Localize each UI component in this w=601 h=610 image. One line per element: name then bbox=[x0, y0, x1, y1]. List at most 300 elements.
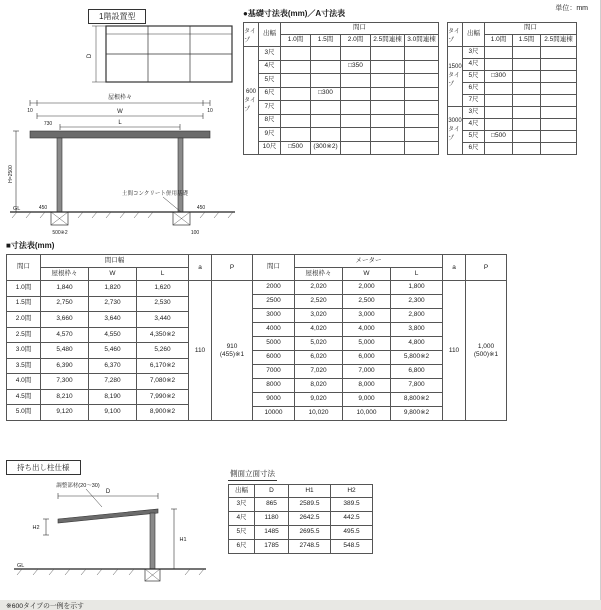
cell bbox=[541, 59, 577, 71]
side-elevation-table-title: 側面立面寸法 bbox=[228, 468, 277, 481]
cell bbox=[541, 143, 577, 155]
row-label: 7尺 bbox=[463, 95, 485, 107]
cell bbox=[311, 60, 341, 74]
cell bbox=[485, 95, 513, 107]
cell: 9,000 bbox=[343, 393, 391, 407]
footing-detail-dimension-label: 100 bbox=[190, 230, 200, 236]
foundation-table-1500-3000 bbox=[447, 22, 577, 155]
cell bbox=[281, 60, 311, 74]
col-header: D bbox=[255, 485, 289, 498]
row-label: 5尺 bbox=[463, 71, 485, 83]
cell bbox=[541, 107, 577, 119]
row-label: 5尺 bbox=[463, 131, 485, 143]
cell: 8,900※2 bbox=[137, 405, 189, 421]
depth-header: 出幅 bbox=[463, 23, 485, 47]
cell bbox=[341, 128, 371, 142]
cell: 2,300 bbox=[391, 295, 443, 309]
cell: 4,350※2 bbox=[137, 327, 189, 343]
cell bbox=[485, 83, 513, 95]
foundation-table-1500-3000-grid bbox=[462, 22, 577, 155]
roof-beam bbox=[30, 131, 210, 138]
cell bbox=[371, 101, 405, 115]
post-offset-dimension-label: 730 bbox=[43, 121, 53, 127]
cell: 5,260 bbox=[137, 343, 189, 359]
span-col-header: 間口 bbox=[7, 255, 41, 281]
cell bbox=[311, 128, 341, 142]
cell: 865 bbox=[255, 498, 289, 512]
a-column: a 110 bbox=[188, 254, 212, 421]
table-row bbox=[463, 83, 577, 95]
row-label: 4000 bbox=[253, 323, 295, 337]
row-label: 4.0間 bbox=[7, 374, 41, 390]
table-row bbox=[7, 343, 189, 359]
sub-header: 屋根枠々 bbox=[41, 268, 89, 281]
cell bbox=[513, 107, 541, 119]
dimension-section bbox=[6, 240, 594, 425]
cell bbox=[513, 71, 541, 83]
cell bbox=[541, 95, 577, 107]
row-label: 3尺 bbox=[229, 498, 255, 512]
table-row bbox=[7, 312, 189, 328]
table-row bbox=[7, 281, 189, 297]
cell bbox=[513, 59, 541, 71]
row-label: 10尺 bbox=[259, 141, 281, 155]
cantilever-section bbox=[6, 457, 221, 610]
cell: 6,390 bbox=[41, 358, 89, 374]
row-label: 6尺 bbox=[463, 83, 485, 95]
cell: 3,020 bbox=[295, 309, 343, 323]
cell: 2,530 bbox=[137, 296, 189, 312]
col-header: 1.0間 bbox=[485, 35, 513, 47]
p-column: P 1,000 (500)※1 bbox=[465, 254, 507, 421]
cell: 6,020 bbox=[295, 351, 343, 365]
row-label: 4尺 bbox=[259, 60, 281, 74]
cell bbox=[405, 87, 439, 101]
cell: 8,190 bbox=[89, 389, 137, 405]
cell bbox=[541, 83, 577, 95]
row-label: 7尺 bbox=[259, 101, 281, 115]
row-label: 6尺 bbox=[229, 540, 255, 554]
span-col-header: 間口 bbox=[253, 255, 295, 281]
span-header: 間口 bbox=[485, 23, 577, 35]
cell: 9,120 bbox=[41, 405, 89, 421]
cell: 442.5 bbox=[331, 512, 373, 526]
row-label: 10000 bbox=[253, 407, 295, 421]
cell: 1,800 bbox=[391, 281, 443, 295]
cell bbox=[371, 74, 405, 88]
cell: 1,840 bbox=[41, 281, 89, 297]
table-row bbox=[229, 498, 373, 512]
dimension-table-meter bbox=[252, 254, 507, 421]
cell: □300 bbox=[311, 87, 341, 101]
cell: 7,280 bbox=[89, 374, 137, 390]
cell: 7,300 bbox=[41, 374, 89, 390]
cell bbox=[541, 131, 577, 143]
adjust-member-label: 調整部材(20〜30) bbox=[56, 483, 100, 489]
row-label: 2000 bbox=[253, 281, 295, 295]
cell: 10,000 bbox=[343, 407, 391, 421]
cell bbox=[405, 47, 439, 61]
cell: 8,020 bbox=[295, 379, 343, 393]
cell bbox=[311, 101, 341, 115]
cantilever-spec-label: 持ち出し柱仕様 bbox=[6, 460, 81, 475]
row-label: 2500 bbox=[253, 295, 295, 309]
cell bbox=[341, 87, 371, 101]
foundation-table-600 bbox=[243, 22, 439, 155]
table-row bbox=[259, 101, 439, 115]
footing-width-dimension-label: 500※2 bbox=[52, 230, 68, 236]
side-elevation-section bbox=[228, 463, 398, 554]
row-label: 6尺 bbox=[463, 143, 485, 155]
cell: 2,750 bbox=[41, 296, 89, 312]
cell: 4,570 bbox=[41, 327, 89, 343]
cell: 1,820 bbox=[89, 281, 137, 297]
cell: 9,100 bbox=[89, 405, 137, 421]
eave-dimension-left-label: 10 bbox=[27, 108, 33, 114]
cell: 2,520 bbox=[295, 295, 343, 309]
cell: 548.5 bbox=[331, 540, 373, 554]
cell bbox=[405, 60, 439, 74]
cell bbox=[405, 128, 439, 142]
cell: 2,020 bbox=[295, 281, 343, 295]
cell: 9,020 bbox=[295, 393, 343, 407]
side-view-drawing bbox=[6, 479, 216, 591]
col-header: 1.5間 bbox=[513, 35, 541, 47]
sub-header: 屋根枠々 bbox=[295, 268, 343, 281]
cell: 3,660 bbox=[41, 312, 89, 328]
footing-dim-right-label: 450 bbox=[196, 205, 206, 211]
table-row bbox=[259, 128, 439, 142]
cell: 2589.5 bbox=[289, 498, 331, 512]
span-header: 間口 bbox=[281, 23, 439, 35]
cell bbox=[341, 47, 371, 61]
cell: 3,000 bbox=[343, 309, 391, 323]
table-row bbox=[253, 407, 443, 421]
cell: 6,370 bbox=[89, 358, 137, 374]
a-column: a 110 bbox=[442, 254, 466, 421]
cell: 1785 bbox=[255, 540, 289, 554]
row-label: 2.5間 bbox=[7, 327, 41, 343]
table-row bbox=[463, 143, 577, 155]
cell bbox=[485, 119, 513, 131]
cell bbox=[341, 101, 371, 115]
row-label: 9000 bbox=[253, 393, 295, 407]
sub-header: W bbox=[343, 268, 391, 281]
cell bbox=[485, 47, 513, 59]
row-label: 3尺 bbox=[463, 47, 485, 59]
plan-view-drawing bbox=[78, 22, 238, 92]
table-row bbox=[7, 327, 189, 343]
col-header: H2 bbox=[331, 485, 373, 498]
row-label: 1.5間 bbox=[7, 296, 41, 312]
cell: 8,800※2 bbox=[391, 393, 443, 407]
cell: 4,000 bbox=[343, 323, 391, 337]
sub-header: L bbox=[137, 268, 189, 281]
cell: 7,020 bbox=[295, 365, 343, 379]
cell: 6,800 bbox=[391, 365, 443, 379]
sloped-roof bbox=[58, 509, 158, 523]
row-label: 4.5間 bbox=[7, 389, 41, 405]
cell bbox=[311, 114, 341, 128]
table-row bbox=[7, 389, 189, 405]
w-dimension-label: W bbox=[117, 109, 123, 115]
row-label: 3.5間 bbox=[7, 358, 41, 374]
table-row bbox=[253, 337, 443, 351]
cell bbox=[281, 47, 311, 61]
cell: 3,640 bbox=[89, 312, 137, 328]
row-label: 3000 bbox=[253, 309, 295, 323]
cell: 1,620 bbox=[137, 281, 189, 297]
footing-note-label: 土間コンクリート併用基礎 bbox=[122, 191, 188, 197]
row-label: 3尺 bbox=[463, 107, 485, 119]
cell: 6,000 bbox=[343, 351, 391, 365]
table-row bbox=[463, 47, 577, 59]
cell bbox=[281, 74, 311, 88]
table-row bbox=[259, 87, 439, 101]
cell: 2,730 bbox=[89, 296, 137, 312]
cell bbox=[405, 101, 439, 115]
row-label: 5尺 bbox=[229, 526, 255, 540]
row-label: 3尺 bbox=[259, 47, 281, 61]
row-label: 4尺 bbox=[463, 119, 485, 131]
cell bbox=[513, 47, 541, 59]
cell: (300※2) bbox=[311, 141, 341, 155]
type-column-header: タイプ bbox=[244, 23, 258, 47]
cell bbox=[485, 143, 513, 155]
cell: 2,000 bbox=[343, 281, 391, 295]
type-column-header: タイプ bbox=[448, 23, 462, 47]
right-post bbox=[178, 138, 183, 212]
cell: 5,800※2 bbox=[391, 351, 443, 365]
cell bbox=[405, 74, 439, 88]
cell bbox=[281, 87, 311, 101]
cell bbox=[281, 128, 311, 142]
dimension-table-ken bbox=[6, 254, 253, 421]
installation-type-label: 1階設置型 bbox=[88, 9, 146, 24]
cell bbox=[513, 83, 541, 95]
table-row bbox=[259, 47, 439, 61]
front-elevation-drawing bbox=[5, 92, 240, 242]
cell: 3,440 bbox=[137, 312, 189, 328]
cell: 10,020 bbox=[295, 407, 343, 421]
cell bbox=[311, 74, 341, 88]
sub-header: W bbox=[89, 268, 137, 281]
cell bbox=[371, 47, 405, 61]
unit-label: 単位：mm bbox=[555, 5, 588, 12]
cell: 8,210 bbox=[41, 389, 89, 405]
cell: 5,480 bbox=[41, 343, 89, 359]
cell: 2642.5 bbox=[289, 512, 331, 526]
footing-dim-left-label: 450 bbox=[38, 205, 48, 211]
cell: □500 bbox=[281, 141, 311, 155]
row-label: 1.0間 bbox=[7, 281, 41, 297]
cell: 6,170※2 bbox=[137, 358, 189, 374]
col-header: 2.5間連棟 bbox=[371, 35, 405, 47]
h2-dimension-label: H2 bbox=[32, 525, 40, 531]
cell bbox=[281, 101, 311, 115]
table-row bbox=[253, 309, 443, 323]
sub-header: L bbox=[391, 268, 443, 281]
table-row bbox=[463, 131, 577, 143]
table-row bbox=[253, 295, 443, 309]
table-row bbox=[7, 296, 189, 312]
plan-depth-dimension-label: D bbox=[87, 53, 93, 59]
table-row bbox=[253, 393, 443, 407]
foundation-section bbox=[243, 8, 593, 159]
table-row bbox=[463, 119, 577, 131]
row-label: 7000 bbox=[253, 365, 295, 379]
table-row bbox=[7, 374, 189, 390]
table-row bbox=[259, 114, 439, 128]
dimension-table-title: ■寸法表(mm) bbox=[6, 241, 55, 250]
cell bbox=[371, 141, 405, 155]
cell bbox=[371, 114, 405, 128]
cell bbox=[371, 60, 405, 74]
table-row bbox=[253, 351, 443, 365]
type-column-1500-3000 bbox=[447, 22, 463, 155]
cell: 7,080※2 bbox=[137, 374, 189, 390]
cell bbox=[371, 128, 405, 142]
row-label: 5.0間 bbox=[7, 405, 41, 421]
cell: 9,800※2 bbox=[391, 407, 443, 421]
table-row bbox=[253, 379, 443, 393]
col-header: 出幅 bbox=[229, 485, 255, 498]
group-header: 間口幅 bbox=[41, 255, 189, 268]
cell: 4,020 bbox=[295, 323, 343, 337]
row-label: 5000 bbox=[253, 337, 295, 351]
cell bbox=[371, 87, 405, 101]
table-row bbox=[463, 107, 577, 119]
cell: 7,800 bbox=[391, 379, 443, 393]
row-label: 6000 bbox=[253, 351, 295, 365]
type-column-600 bbox=[243, 22, 259, 155]
table-row bbox=[463, 71, 577, 83]
cell: 8,000 bbox=[343, 379, 391, 393]
col-header: 2.0間 bbox=[341, 35, 371, 47]
cell bbox=[513, 143, 541, 155]
row-label: 4尺 bbox=[463, 59, 485, 71]
row-label: 6尺 bbox=[259, 87, 281, 101]
cell bbox=[513, 95, 541, 107]
cell: 389.5 bbox=[331, 498, 373, 512]
cell: 2,500 bbox=[343, 295, 391, 309]
table-row bbox=[253, 281, 443, 295]
ground-level-label: GL bbox=[17, 563, 25, 569]
table-row bbox=[229, 540, 373, 554]
cell: 4,800 bbox=[391, 337, 443, 351]
h1-dimension-label: H1 bbox=[179, 537, 187, 543]
type-column-value-1500: 1500 タイプ bbox=[448, 47, 462, 107]
row-label: 9尺 bbox=[259, 128, 281, 142]
type-column-value-3000: 3000 タイプ bbox=[448, 118, 462, 143]
row-label: 5尺 bbox=[259, 74, 281, 88]
cell: □350 bbox=[341, 60, 371, 74]
row-label: 8尺 bbox=[259, 114, 281, 128]
depth-header: 出幅 bbox=[259, 23, 281, 47]
col-header: 1.5間 bbox=[311, 35, 341, 47]
ground-hatching bbox=[17, 569, 204, 575]
cell: 7,990※2 bbox=[137, 389, 189, 405]
cell bbox=[485, 107, 513, 119]
cell: 2,800 bbox=[391, 309, 443, 323]
table-row bbox=[259, 141, 439, 155]
table-row bbox=[229, 512, 373, 526]
cell: 2748.5 bbox=[289, 540, 331, 554]
roof-width-dimension-label: 屋根枠々 bbox=[107, 95, 133, 101]
row-label: 4尺 bbox=[229, 512, 255, 526]
cell: 5,020 bbox=[295, 337, 343, 351]
cell bbox=[541, 71, 577, 83]
cantilever-note: ※600タイプの一例を示す bbox=[6, 603, 84, 610]
cell bbox=[513, 131, 541, 143]
eave-dimension-right-label: 10 bbox=[207, 108, 213, 114]
row-label: 8000 bbox=[253, 379, 295, 393]
side-elevation-table bbox=[228, 484, 373, 554]
dimension-table-ken-grid bbox=[6, 254, 189, 421]
cell: 5,000 bbox=[343, 337, 391, 351]
cell bbox=[341, 141, 371, 155]
cell: □300 bbox=[485, 71, 513, 83]
table-row bbox=[463, 59, 577, 71]
cell: 4,550 bbox=[89, 327, 137, 343]
table-row bbox=[253, 323, 443, 337]
cell: 3,800 bbox=[391, 323, 443, 337]
col-header: 3.0間連棟 bbox=[405, 35, 439, 47]
cell bbox=[405, 114, 439, 128]
cell bbox=[513, 119, 541, 131]
cell bbox=[541, 119, 577, 131]
ground-hatching bbox=[12, 212, 233, 218]
cell bbox=[485, 59, 513, 71]
cell: 5,460 bbox=[89, 343, 137, 359]
row-label: 3.0間 bbox=[7, 343, 41, 359]
cell: 2695.5 bbox=[289, 526, 331, 540]
col-header: 1.0間 bbox=[281, 35, 311, 47]
l-dimension-label: L bbox=[118, 120, 122, 126]
cell bbox=[341, 74, 371, 88]
ground-level-label: GL bbox=[13, 206, 21, 212]
table-row bbox=[259, 74, 439, 88]
table-row bbox=[7, 358, 189, 374]
table-row bbox=[229, 526, 373, 540]
cell: 1485 bbox=[255, 526, 289, 540]
cell: □500 bbox=[485, 131, 513, 143]
cell bbox=[311, 47, 341, 61]
cell bbox=[405, 141, 439, 155]
table-row bbox=[253, 365, 443, 379]
table-row bbox=[463, 95, 577, 107]
cell bbox=[341, 114, 371, 128]
cell: 1180 bbox=[255, 512, 289, 526]
type-column-value: 600 タイプ bbox=[244, 88, 256, 113]
foundation-table-title: ●基礎寸法表(mm)／A寸法表 bbox=[243, 9, 346, 18]
table-row bbox=[7, 405, 189, 421]
cell bbox=[541, 47, 577, 59]
cell bbox=[281, 114, 311, 128]
left-post bbox=[57, 138, 62, 212]
foundation-table-600-grid bbox=[258, 22, 439, 155]
depth-dimension-label: D bbox=[105, 489, 111, 495]
p-column: P 910 (455)※1 bbox=[211, 254, 253, 421]
rear-post bbox=[150, 513, 155, 569]
row-label: 2.0間 bbox=[7, 312, 41, 328]
col-header: H1 bbox=[289, 485, 331, 498]
cell: 495.5 bbox=[331, 526, 373, 540]
col-header: 2.5間連棟 bbox=[541, 35, 577, 47]
dimension-table-meter-grid bbox=[252, 254, 443, 421]
table-row bbox=[259, 60, 439, 74]
cell: 7,000 bbox=[343, 365, 391, 379]
